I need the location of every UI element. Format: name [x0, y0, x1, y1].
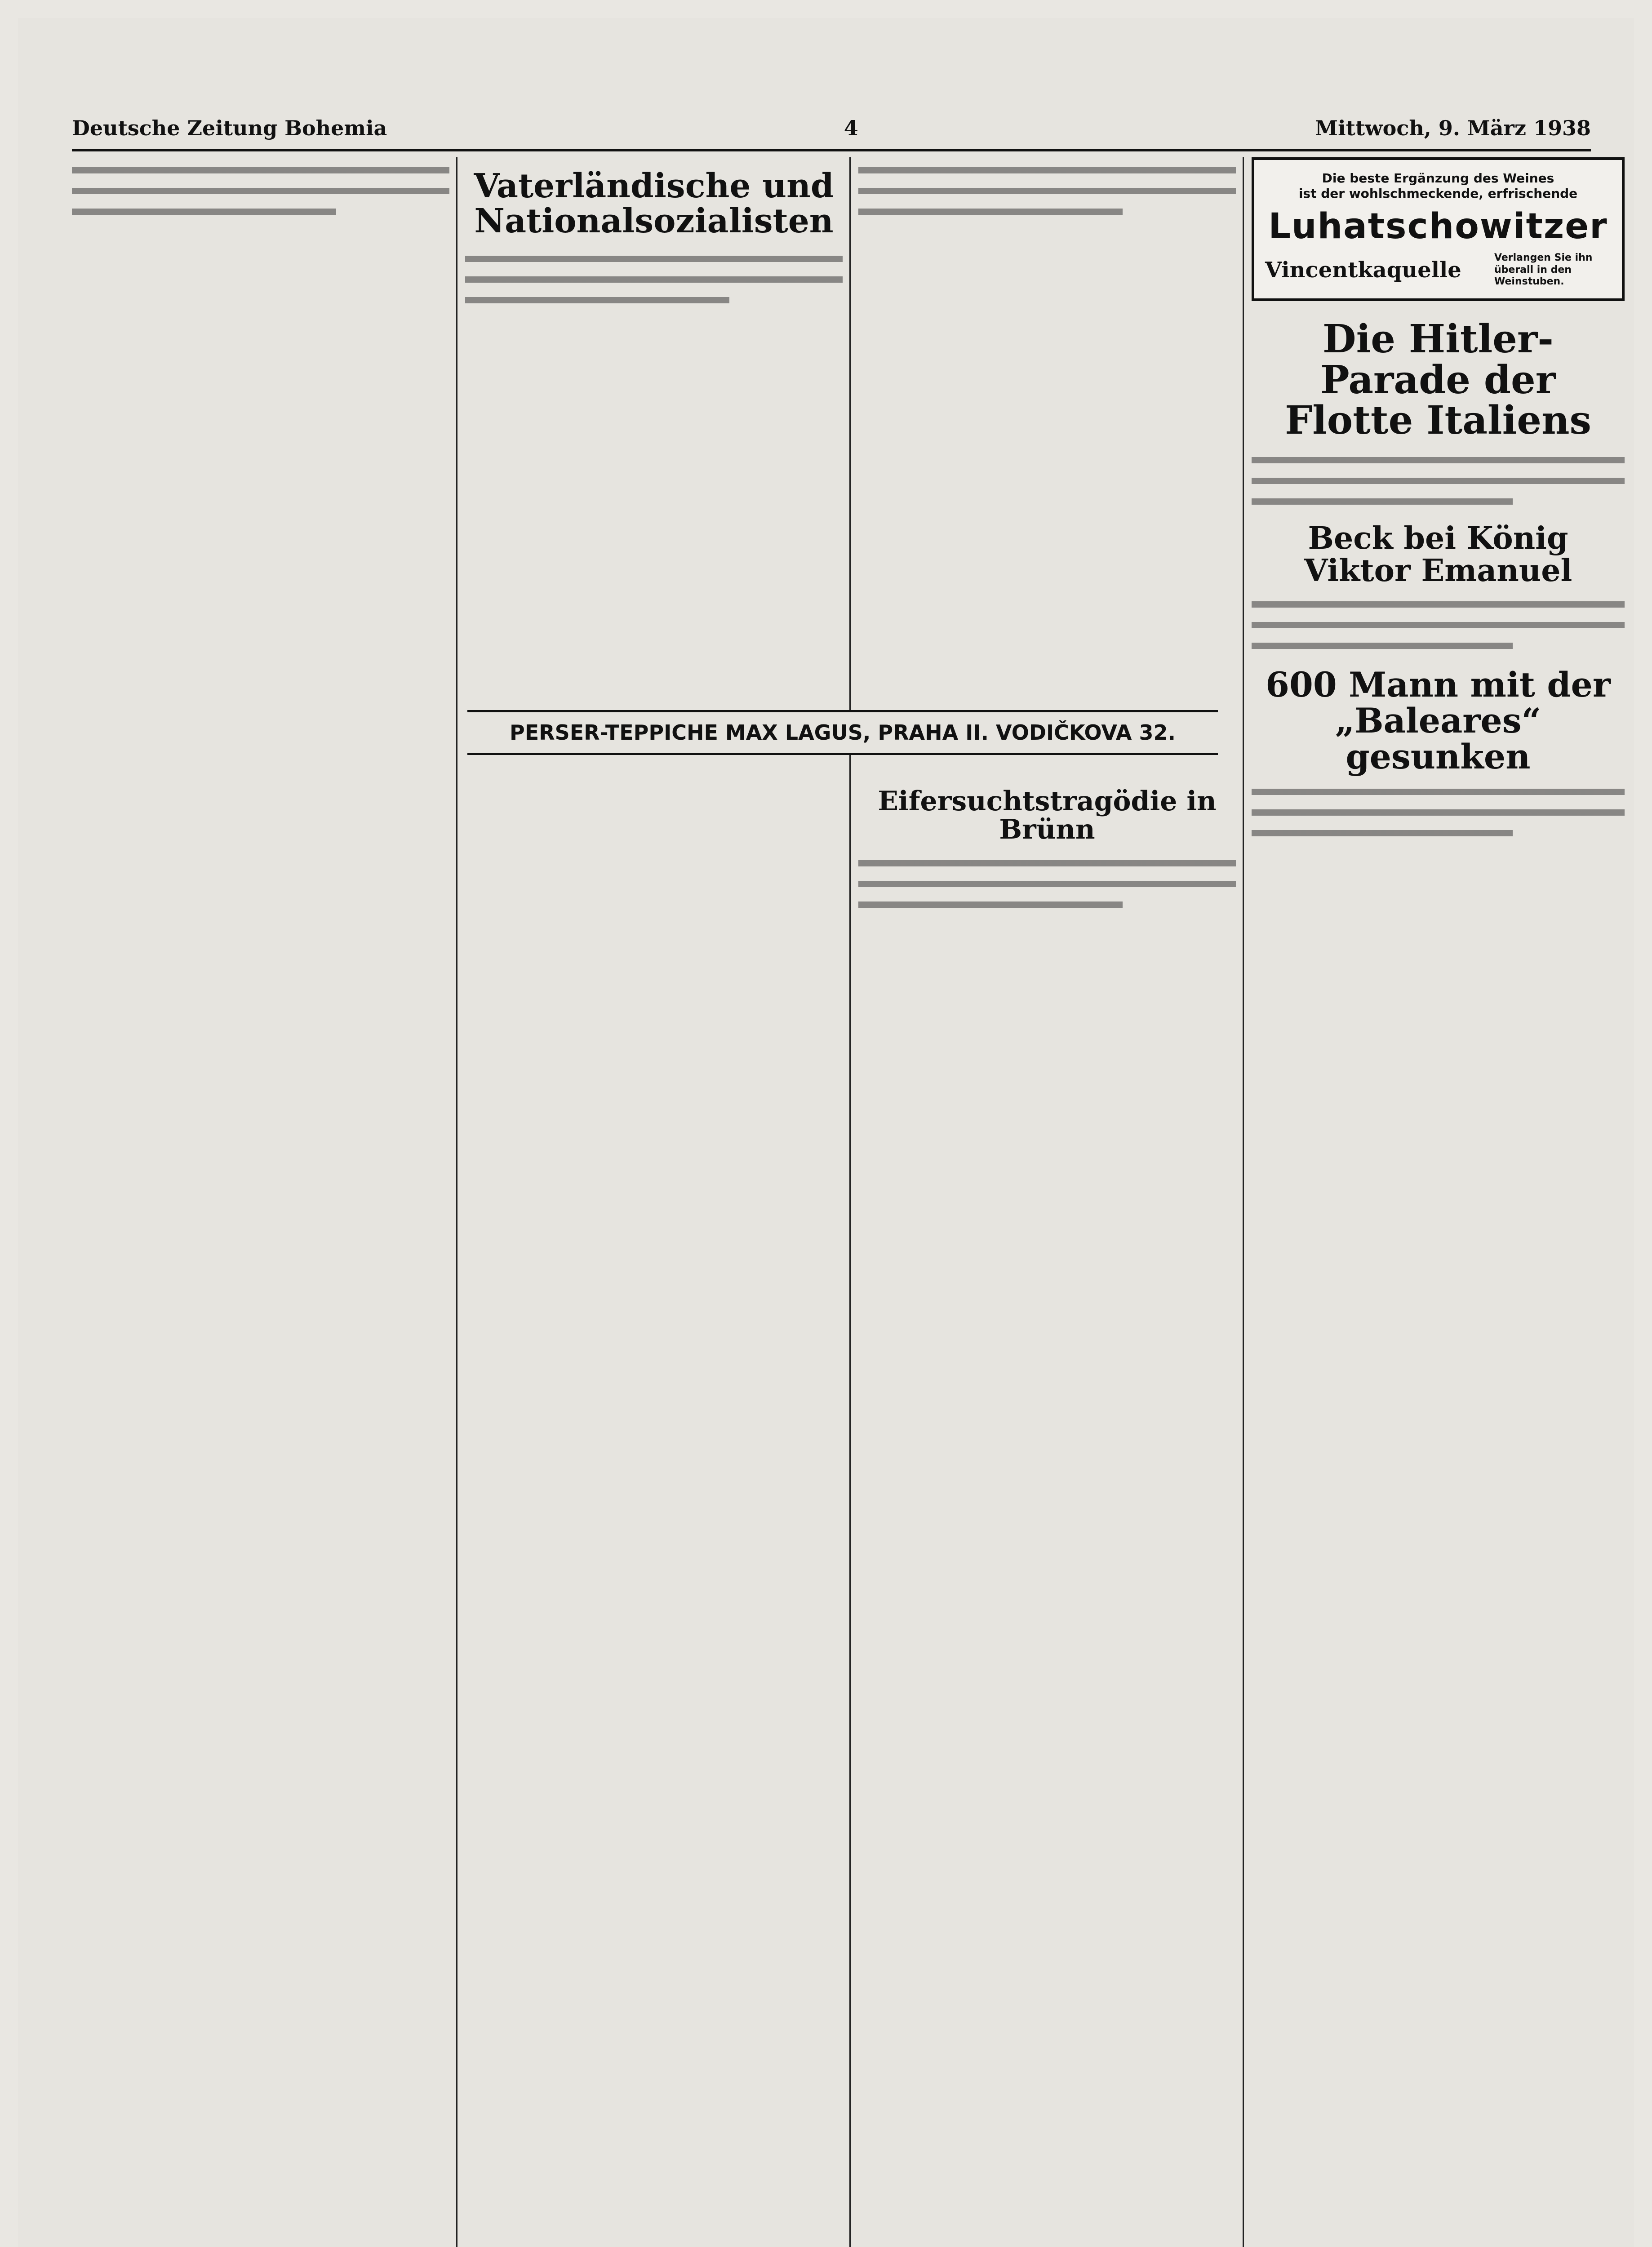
ad-source-name: Vincentkaquelle — [1265, 257, 1461, 283]
header-date: Mittwoch, 9. März 1938 — [1315, 116, 1591, 140]
banner-ad-lagus: PERSER-TEPPICHE MAX LAGUS, PRAHA II. VODIČKOVA 32. — [467, 710, 1218, 755]
column-rule-3 — [1243, 157, 1244, 2247]
column-3 — [858, 157, 1236, 2247]
header-page-number: 4 — [844, 116, 858, 140]
ad-tail: Verlangen Sie ihn überall in den Weinstuben. — [1494, 252, 1593, 287]
column-rule-1 — [456, 157, 457, 2247]
ad-line-2: ist der wohlschmeckende, erfrischende — [1298, 186, 1578, 201]
ad-brand: Luhatschowitzer — [1268, 206, 1608, 247]
headline-eifersucht: Eifersuchtstragödie in Brünn — [878, 786, 1217, 845]
column-rule-2 — [849, 157, 851, 2247]
headline-hitler-parade: Die Hitler-Parade der Flotte Italiens — [1285, 316, 1591, 443]
headline-vaterlaendische: Vaterländische und Nationalsozialisten — [474, 167, 834, 240]
headline-baleares: 600 Mann mit der „Baleares“ gesunken — [1266, 665, 1611, 777]
header-paper-name: Deutsche Zeitung Bohemia — [72, 116, 387, 140]
ad-bottom — [1265, 252, 1611, 288]
page-header — [72, 112, 1591, 144]
headline-beck: Beck bei König Viktor Emanuel — [1304, 520, 1572, 589]
ad-luhatschowitzer — [1252, 157, 1625, 301]
column-2 — [465, 157, 843, 2247]
ad-line-1: Die beste Ergänzung des Weines — [1322, 171, 1554, 186]
header-rule — [72, 149, 1591, 151]
newspaper-page — [18, 18, 1634, 2247]
column-4 — [1252, 157, 1625, 2247]
column-1 — [72, 157, 449, 2247]
